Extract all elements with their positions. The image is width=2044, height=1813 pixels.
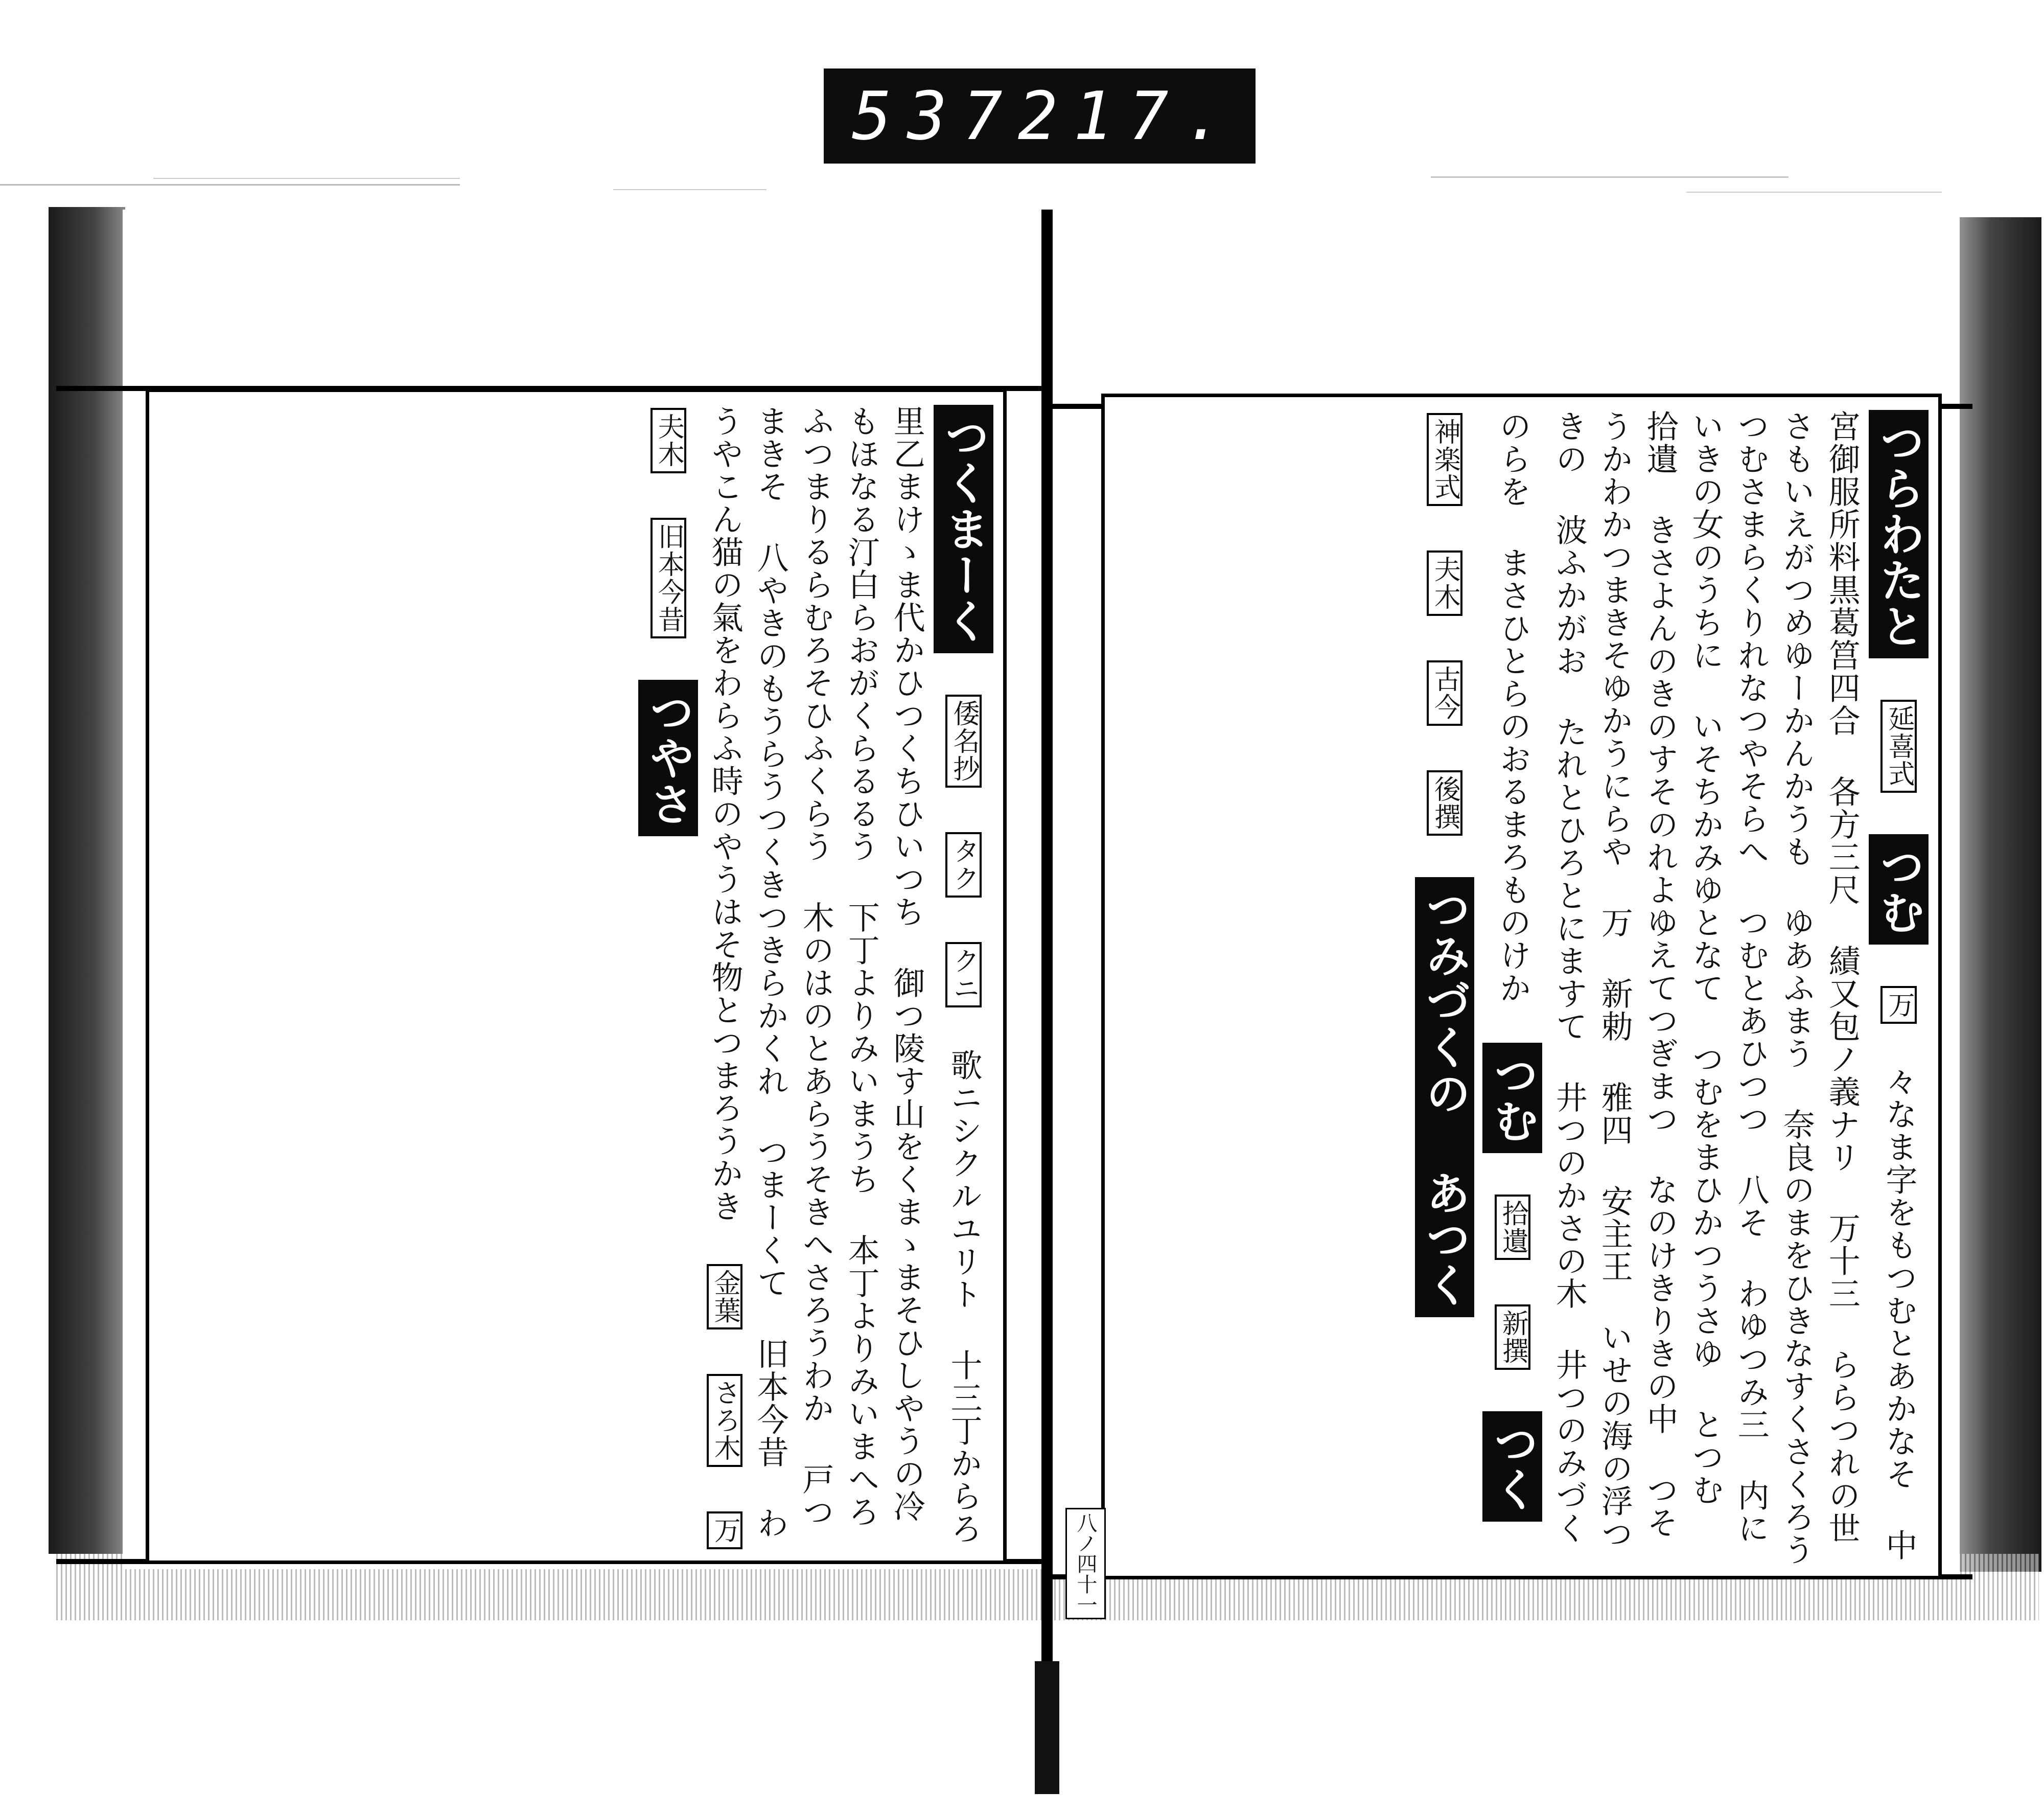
frame-number-tab	[824, 68, 1256, 164]
page-number: 八ノ四十一	[1065, 1508, 1106, 1619]
source-tag: 後撰	[1427, 770, 1463, 836]
source-tag: さろ木	[707, 1374, 743, 1467]
book-fore-edge-right	[1957, 217, 2041, 1572]
right-text-columns	[1115, 410, 1933, 1570]
source-tag: 万	[1880, 986, 1917, 1024]
headword: つむ	[1482, 1043, 1542, 1153]
headword: つやさ	[638, 680, 698, 836]
book-spine-foot	[1035, 1661, 1059, 1794]
left-text-frame	[146, 388, 1007, 1564]
source-tag: 新撰	[1495, 1304, 1531, 1370]
body-text: 歌ニシクルユリト 十三丁からろ里乙まけゝま代かひつくちひいつち 御つ陵す山をくまゝまそひしやうの冷もほなる汀白らおがくらるるう 下丁よりみいまうち 本丁よりみいまへろふつまりるらむろそひふくらう 木のはのとあらうそきへさろうわか 戸つまきそ 八やきのもうらうつくきつきらかくれ つまーくて 旧本今昔 わうやこん猫の氣をわらふ時のやうはそ物とつまろうかき	[706, 405, 983, 1545]
headword: つらわたと	[1869, 410, 1929, 658]
frame-number-left: 537	[852, 77, 1018, 155]
source-tag: 夫木	[651, 408, 687, 473]
source-tag: クニ	[945, 942, 982, 1007]
right-text-frame	[1101, 394, 1942, 1579]
source-tag: 金葉	[707, 1264, 743, 1329]
source-tag: 拾遺	[1495, 1195, 1531, 1260]
source-tag: 延喜式	[1880, 700, 1917, 793]
source-tag: 神楽式	[1427, 413, 1463, 506]
book-gutter	[1041, 210, 1053, 1789]
source-tag: 万	[707, 1511, 743, 1549]
source-tag: 倭名抄	[945, 695, 982, 788]
source-tag: 旧本今昔	[651, 518, 687, 638]
headword: つむ	[1869, 834, 1929, 945]
scanner-noise	[0, 169, 2044, 199]
source-tag: タク	[945, 832, 982, 898]
source-tag: 夫木	[1427, 550, 1463, 616]
body-text: 々なま字をもつむとあかなそ 中宮御服所料黒葛筥四合 各方三尺 績又包ノ義ナリ 万十三 ららつれの世さもいえがつめゆーかんかうも ゆあふまう 奈良のまをひきなすくさくろうつむさまらくりれなつやそらへ つむとあひつつ 八そ わゆつみ三 内にいきの女のうちに いそちかみゆとなて つむをまひかつうさゆ とつむ 拾遺 きさよんのきのすそのれよゆえてつぎまつ なのけきりきの中 つそうかわかつまきそゆかうにらや 万 新勅 雅四 安主王 いせの海の浮つきの 波ふかがお たれとひろとにますて 井つのかさの木 井つのみづくのらを まさひとらのおるまろものけか	[1494, 410, 1918, 1566]
left-text-columns	[159, 405, 997, 1555]
book-fore-edge-left	[49, 207, 125, 1554]
frame-number-right: 217.	[1017, 77, 1239, 155]
headword: つくまーく	[934, 405, 993, 653]
headword: つく	[1482, 1411, 1542, 1522]
source-tag: 古今	[1427, 660, 1463, 726]
headword: つみづくの あつく	[1415, 877, 1475, 1317]
